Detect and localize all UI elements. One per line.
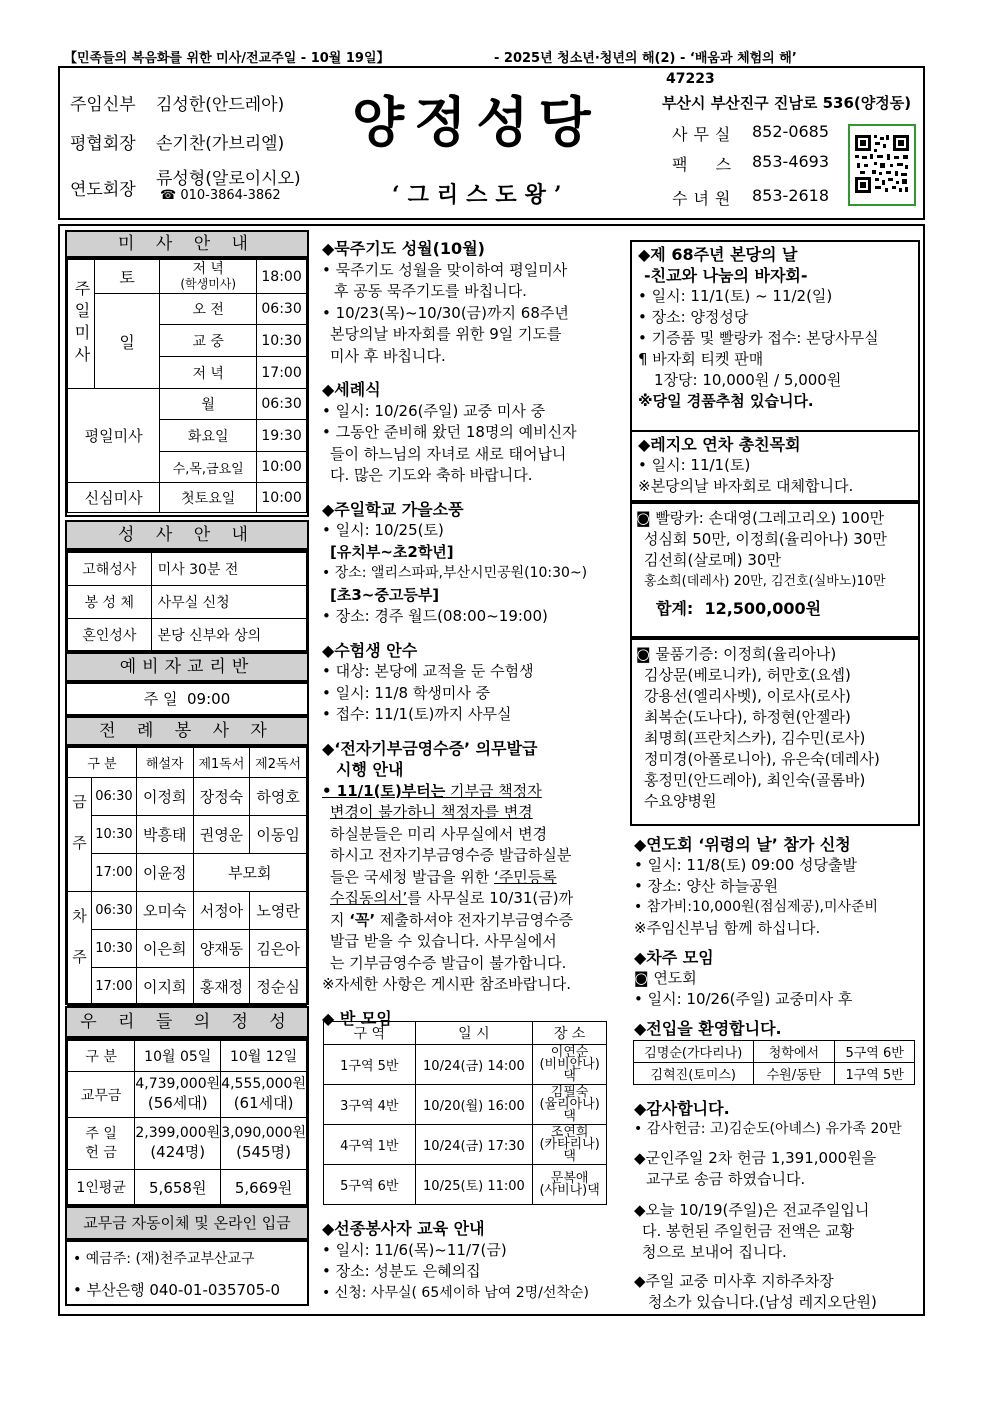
sacrament-label: 고해성사: [68, 553, 152, 586]
mission-line: • 일시: 11/6(목)~11/7(금): [322, 1240, 507, 1259]
receipt-line: 변경이 불가하니 책정자를 변경: [330, 803, 533, 821]
baptism-line: • 일시: 10/26(주일) 교중 미사 중: [322, 401, 546, 420]
legio-line: ※본당의날 바자회로 대체합니다.: [638, 477, 854, 495]
ban-title: ◆ 반 모임: [322, 1008, 392, 1028]
catechumen-section-title: 예비자교리반: [65, 652, 309, 682]
welcome-zone: 5구역 6반: [835, 1041, 915, 1063]
liturgy-person: 이동임: [250, 816, 307, 854]
liturgy-person: 홍재정: [193, 968, 250, 1006]
liturgy-time: 10:30: [91, 930, 136, 968]
anniversary-line: 1장당: 10,000원 / 5,000원: [654, 371, 842, 389]
ban-zone: 4구역 1반: [324, 1125, 416, 1165]
sunday-row-label: 저 녁: [160, 357, 257, 389]
offerings-header: 10월 05일: [135, 1041, 221, 1072]
offering-value: 2,399,000원 (424명): [135, 1118, 221, 1170]
ban-place: 김필숙 (율리아나)댁: [533, 1085, 607, 1125]
yeondo-role: 연도회장: [70, 180, 136, 200]
liturgy-person: 부모회: [193, 854, 306, 892]
anniversary-line: • 일시: 11/1(토) ~ 11/2(일): [638, 287, 833, 305]
mass-section-title: 미 사 안 내: [65, 230, 309, 258]
zip-code: 47223: [666, 71, 715, 87]
receipt-line: 하시고 전자기부금영수증 발급하실분: [330, 846, 572, 864]
sacrament-value: 본당 신부와 상의: [151, 619, 306, 651]
bank-section-title: 교무금 자동이체 및 온라인 입금: [65, 1206, 309, 1240]
anniversary-subtitle: -친교와 나눔의 바자회-: [644, 266, 808, 285]
sinsim-mass-label: 신심미사: [68, 483, 160, 513]
ban-place: 조연희 (카타리나)댁: [533, 1125, 607, 1165]
liturgy-person: 김은아: [250, 930, 307, 968]
yeondo-name: 류성형(알로이시오): [156, 169, 301, 189]
mission-sunday-line: 청으로 보내어 집니다.: [642, 1243, 787, 1261]
liturgy-table: [67, 747, 307, 1006]
offering-value: 4,739,000원 (56세대): [135, 1072, 221, 1118]
receipt-line: • 11/1(토)부터는 기부금 책정자: [322, 781, 542, 800]
saturday-label: 토: [95, 260, 160, 294]
goods-line: 홍정민(안드레아), 최인숙(골롬바): [644, 771, 866, 789]
liturgy-time: 17:00: [91, 968, 136, 1006]
next-week-line: • 일시: 10/26(주일) 교중미사 후: [634, 990, 853, 1008]
yeondo-line: • 일시: 11/8(토) 09:00 성당출발: [634, 856, 858, 874]
liturgy-header: 해설자: [136, 748, 193, 778]
baptism-line: 들이 하느님의 자녀로 새로 태어납니: [330, 444, 567, 463]
convent-phone: 853-2618: [752, 186, 830, 205]
receipt-title-2: 시행 안내: [336, 760, 404, 779]
ban-zone: 5구역 6반: [324, 1165, 416, 1205]
thanks-line: • 감사헌금: 고)김순도(아녜스) 유가족 20만: [634, 1121, 902, 1137]
baptism-line: • 그동안 준비해 왔던 18명의 예비신자: [322, 423, 577, 441]
fax-label: 팩 스: [672, 155, 738, 174]
receipt-line: 들은 국세청 발급을 위한 ‘주민등록: [330, 867, 557, 886]
liturgy-person: 이지희: [136, 968, 193, 1006]
yeondo-line: • 참가비:10,000원(점심제공),미사준비: [634, 899, 879, 915]
next-week-title: ◆차주 모임: [634, 948, 714, 967]
legio-line: • 일시: 11/1(토): [638, 456, 751, 474]
ban-time: 10/24(금) 14:00: [415, 1045, 533, 1085]
receipt-note: ※자세한 사항은 게시판 참조바랍니다.: [322, 975, 571, 993]
notices-section: [634, 1098, 918, 1313]
liturgy-person: 이은희: [136, 930, 193, 968]
exam-line: • 접수: 11/1(토)까지 사무실: [322, 705, 512, 723]
welcome-from: 수원/동탄: [753, 1063, 835, 1085]
convent-label: 수녀원: [672, 189, 737, 208]
soldier-line: 교구로 송금 하였습니다.: [646, 1170, 806, 1188]
offering-avg-value: 5,658원: [135, 1170, 221, 1205]
exam-line: • 일시: 11/8 학생미사 중: [322, 683, 491, 702]
ban-zone: 1구역 5반: [324, 1045, 416, 1085]
office-phone: 852-0685: [752, 122, 830, 141]
mission-sunday-line: ◆오늘 10/19(주일)은 전교주일입니: [634, 1201, 870, 1219]
liturgy-box: [65, 745, 309, 1005]
weekday-row-time: 19:30: [257, 420, 307, 452]
sunday-row-time: 10:30: [257, 325, 307, 357]
sunday-mass-label: 주일미사: [68, 260, 95, 389]
legio-title: ◆레지오 연차 총친목회: [638, 435, 801, 454]
sunday-row-time: 06:30: [257, 294, 307, 325]
liturgy-person: 노영란: [250, 892, 307, 930]
welcome-from: 청학에서: [753, 1041, 835, 1063]
weekday-row-label: 수,목,금요일: [160, 452, 257, 483]
week2-label: 차주: [68, 892, 92, 1006]
ban-meeting-table: [323, 1021, 607, 1205]
liturgy-person: 박흥태: [136, 816, 193, 854]
ban-place: 문복애 (사비나)댁: [533, 1165, 607, 1205]
liturgy-time: 06:30: [91, 892, 136, 930]
sacrament-label: 혼인성사: [68, 619, 152, 651]
sunday-label: 일: [95, 294, 160, 389]
liturgy-person: 오미숙: [136, 892, 193, 930]
offering-label: 교무금: [68, 1072, 135, 1118]
welcome-zone: 1구역 5반: [835, 1063, 915, 1085]
goods-line: 수요양병원: [644, 792, 717, 810]
rosary-line: 미사 후 바칩니다.: [330, 346, 446, 365]
bank-box: [65, 1240, 309, 1306]
baptism-line: 다. 많은 기도와 축하 바랍니다.: [330, 466, 533, 484]
weekday-row-time: 06:30: [257, 389, 307, 420]
top-banner-left: 【민족들의 복음화를 위한 미사/전교주일 - 10월 19일】: [64, 51, 390, 66]
ban-time: 10/24(금) 17:30: [415, 1125, 533, 1165]
yeondo-title: ◆연도회 ‘위령의 날’ 참가 신청: [634, 835, 851, 854]
liturgy-person: 서정아: [193, 892, 250, 930]
weekday-mass-label: 평일미사: [68, 389, 160, 483]
anniversary-line: ※당일 경품추첨 있습니다.: [638, 392, 814, 410]
liturgy-person: 이윤정: [136, 854, 193, 892]
anniversary-line: • 장소: 양정성당: [638, 308, 749, 326]
offerings-header: 구 분: [68, 1041, 135, 1072]
liturgy-person: 이정희: [136, 778, 193, 816]
rosary-line: 후 공동 묵주기도를 바칩니다.: [334, 282, 527, 300]
sinsim-time: 10:00: [257, 483, 307, 513]
offering-value: 3,090,000원 (545명): [221, 1118, 307, 1170]
liturgy-time: 06:30: [91, 778, 136, 816]
goods-line: 최복순(도나다), 하정현(안젤라): [644, 708, 851, 726]
bank-holder: • 예금주: (재)천주교부산교구: [73, 1251, 255, 1267]
rosary-line: 본당의날 바자회를 위한 9일 기도를: [330, 325, 562, 343]
parish-motto: ‘그리스도왕’: [392, 182, 570, 208]
liturgy-person: 장정숙: [193, 778, 250, 816]
receipt-line: 는 기부금영수증 발급이 불가합니다.: [330, 953, 567, 972]
yeondo-section: [634, 834, 918, 1039]
address: 부산시 부산진구 진남로 536(양정동): [662, 94, 912, 112]
receipt-line: 지 ‘꼭’ 제출하셔야 전자기부금영수증: [330, 910, 574, 929]
thanks-title: ◆감사합니다.: [634, 1099, 730, 1118]
receipt-line: 하실분들은 미리 사무실에서 변경: [330, 824, 548, 843]
top-banner-right: - 2025년 청소년·청년의 해(2) - ‘배움과 체험의 해’: [494, 51, 797, 66]
mission-line: • 신청: 사무실( 65세이하 남여 2명/선착순): [322, 1284, 589, 1301]
exam-line: • 대상: 본당에 교적을 둔 수험생: [322, 662, 534, 680]
ban-time: 10/25(토) 11:00: [415, 1165, 533, 1205]
picnic-group: [초3~중고등부]: [330, 585, 440, 604]
mission-title: ◆선종봉사자 교육 안내: [322, 1219, 485, 1238]
welcome-title: ◆전입을 환영합니다.: [634, 1019, 782, 1038]
liturgy-header: 제1독서: [193, 748, 250, 778]
picnic-title: ◆주일학교 가을소풍: [322, 499, 464, 519]
receipt-line: 수집동의서’를 사무실로 10/31(금)까: [330, 889, 574, 907]
liturgy-person: 권영운: [193, 816, 250, 854]
yeondo-phone: ☎ 010-3864-3862: [160, 188, 281, 203]
offerings-box: [65, 1038, 309, 1206]
yeondo-line: • 장소: 양산 하늘공원: [634, 877, 779, 895]
picnic-line: • 장소: 경주 월드(08:00~19:00): [322, 607, 548, 625]
offerings-table: [67, 1040, 307, 1205]
palanca-total: 합계: 12,500,000원: [656, 599, 822, 618]
mass-table: [67, 259, 307, 513]
exam-title: ◆수험생 안수: [322, 640, 418, 660]
liturgy-header: 구 분: [68, 748, 137, 778]
goods-line: 강용선(엘리사벳), 이로사(로사): [644, 687, 851, 705]
picnic-line: • 일시: 10/25(토): [322, 521, 444, 539]
sacraments-section-title: 성 사 안 내: [65, 520, 309, 550]
anniversary-line: ¶ 바자회 티켓 판매: [638, 350, 764, 368]
soldier-line: ◆군인주일 2차 헌금 1,391,000원을: [634, 1149, 877, 1167]
qr-code-icon[interactable]: [848, 124, 916, 206]
sinsim-day: 첫토요일: [160, 483, 257, 513]
offering-avg-value: 5,669원: [221, 1170, 307, 1205]
sunday-row-label: 교 중: [160, 325, 257, 357]
receipt-line: 발급 받을 수 있습니다. 사무실에서: [330, 932, 557, 950]
offering-value: 4,555,000원 (61세대): [221, 1072, 307, 1118]
rosary-title: ◆묵주기도 성월(10월): [322, 239, 485, 258]
palanca-line: 홍소희(데레사) 20만, 김건호(실바노)10만: [644, 574, 886, 589]
offering-label: 주 일 헌 금: [68, 1118, 135, 1170]
welcome-name: 김명순(가다리나): [634, 1041, 754, 1063]
council-name: 손기찬(가브리엘): [156, 134, 285, 154]
rosary-line: • 묵주기도 성월을 맞이하여 평일미사: [322, 260, 568, 279]
parish-name: 양정성당: [352, 90, 601, 154]
middle-column: [322, 238, 622, 1029]
goods-line: 정미경(아폴로니아), 유은숙(데레사): [644, 750, 880, 768]
sacrament-value: 미사 30분 전: [151, 553, 306, 586]
bank-account[interactable]: • 부산은행 040-01-035705-0: [73, 1281, 281, 1299]
funeral-volunteer-section: [322, 1218, 622, 1304]
ban-header: 장 소: [533, 1022, 607, 1045]
ban-time: 10/20(월) 16:00: [415, 1085, 533, 1125]
anniversary-section: [638, 244, 918, 412]
offering-avg-label: 1인평균: [68, 1170, 135, 1205]
legio-section: [638, 434, 918, 497]
receipt-title: ◆‘전자기부금영수증’ 의무발급: [322, 738, 538, 758]
goods-line: 김상문(베로니카), 허만호(요셉): [644, 666, 851, 684]
sunday-row-label: 오 전: [160, 294, 257, 325]
ban-zone: 3구역 4반: [324, 1085, 416, 1125]
sunday-row-time: 17:00: [257, 357, 307, 389]
goods-line: 최명희(프란치스카), 김수민(로사): [644, 729, 866, 747]
mission-line: • 장소: 성분도 은혜의집: [322, 1262, 481, 1280]
anniversary-line: • 기증품 및 빨랑카 접수: 본당사무실: [638, 329, 879, 347]
sacraments-box: [65, 550, 309, 652]
rosary-line: • 10/23(목)~10/30(금)까지 68주년: [322, 303, 569, 322]
parking-line: ◆주일 교중 미사후 지하주차장: [634, 1272, 834, 1290]
liturgy-person: 양재동: [193, 930, 250, 968]
liturgy-time: 10:30: [91, 816, 136, 854]
weekday-row-label: 월: [160, 389, 257, 420]
liturgy-section-title: 전 례 봉 사 자: [65, 716, 309, 746]
welcome-name: 김혁진(토미스): [634, 1063, 754, 1085]
council-role: 평협회장: [70, 134, 136, 154]
parking-line: 청소가 있습니다.(남성 레지오단원): [648, 1293, 877, 1311]
goods-line: ◙ 물품기증: 이정희(율리아나): [636, 645, 837, 663]
office-label: 사무실: [672, 125, 737, 144]
palanca-line: 성심회 50만, 이정희(율리아나) 30만: [644, 530, 887, 548]
ban-header: 구 역: [324, 1022, 416, 1045]
week1-label: 금주: [68, 778, 92, 892]
anniversary-title: ◆제 68주년 본당의 날: [638, 245, 798, 264]
offerings-section-title: 우 리 들 의 정 성: [65, 1006, 309, 1038]
picnic-group: [유치부~초2학년]: [330, 542, 454, 561]
pastor-role: 주임신부: [70, 95, 136, 115]
goods-section: [636, 644, 918, 812]
ban-header: 일 시: [415, 1022, 533, 1045]
saturday-evening-label: 저 녁 (학생미사): [160, 260, 257, 294]
liturgy-person: 정순심: [250, 968, 307, 1006]
welcome-table: [633, 1040, 915, 1085]
picnic-line: • 장소: 앨리스파파,부산시민공원(10:30~): [322, 565, 588, 581]
sacrament-value: 사무실 신청: [151, 586, 306, 619]
sacraments-table: [67, 552, 307, 651]
liturgy-header: 제2독서: [250, 748, 307, 778]
baptism-title: ◆세례식: [322, 380, 381, 399]
weekday-row-time: 10:00: [257, 452, 307, 483]
mass-schedule-box: [65, 257, 309, 517]
offerings-header: 10월 12일: [221, 1041, 307, 1072]
ban-place: 이연순 (비비안나)댁: [533, 1045, 607, 1085]
fax-phone: 853-4693: [752, 152, 830, 171]
saturday-time: 18:00: [257, 260, 307, 294]
palanca-line: ◙ 빨랑카: 손대영(그레고리오) 100만: [636, 509, 885, 527]
liturgy-person: 하영호: [250, 778, 307, 816]
yeondo-line: ※주임신부님 함께 하십니다.: [634, 919, 821, 937]
palanca-line: 김선희(살로메) 30만: [644, 551, 781, 569]
next-week-line: ◙ 연도회: [634, 969, 697, 987]
pastor-name: 김성한(안드레아): [156, 95, 285, 115]
liturgy-time: 17:00: [91, 854, 136, 892]
palanca-section: [636, 508, 918, 619]
catechumen-time: 주 일 09:00: [65, 682, 309, 716]
mission-sunday-line: 다. 봉헌된 주일헌금 전액은 교황: [642, 1222, 855, 1240]
sacrament-label: 봉 성 체: [68, 586, 152, 619]
weekday-row-label: 화요일: [160, 420, 257, 452]
